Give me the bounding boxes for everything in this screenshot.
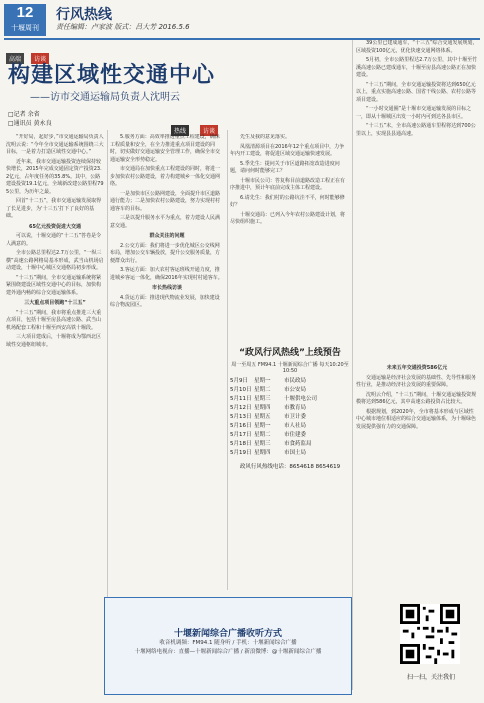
schedule-unit: 市公安局 — [284, 387, 307, 393]
paragraph: 回首“十二五”，我市交通运输发展取得了长足进步，为‘十三五’打下了良好的基础。 — [6, 198, 102, 219]
schedule-day: 星期四 — [254, 450, 271, 456]
paragraph: 4.货运方面：推进现代物流业发展，加快建设综合物流园区。 — [110, 294, 220, 308]
section-subhead: 群众关注的问题 — [149, 233, 185, 239]
paragraph: “十三五”期间，全市交通运输系统将紧紧围绕建设区域性交通中心的目标，加快构建外通内畅的综合交通运输体系。 — [6, 274, 102, 296]
tag-high: 高端 — [6, 53, 24, 64]
paragraph: 近年来，我市交通运输投资连续保持较快增长，2015年完成交通固定资产投资23.2亿元，占年度任务的35.8%。其中，公路建设投资19.1亿元，全域新改建公路里程795公里，为历年之最。 — [6, 158, 104, 195]
paragraph: 2.公交方面：我们将进一步优化城区公交线网布局，增加公交车辆投放，提升公交服务质量，方便群众出行。 — [110, 242, 221, 264]
qr-code-graphic — [400, 604, 460, 664]
schedule-unit: 十堰供电公司 — [284, 396, 318, 402]
byline-reporter: □记者 余省 — [8, 111, 40, 118]
interview-chip: 访谈 — [200, 125, 218, 136]
schedule-unit: 市人社局 — [284, 423, 307, 429]
article-column-3 — [230, 134, 348, 334]
page-number: 12 — [16, 4, 34, 21]
schedule-footer: 政风行风热线电话：8654618 8654619 — [239, 464, 341, 470]
schedule-title: “政风行风热线”上线预告 — [239, 348, 341, 358]
paragraph: 根据规划，到2020年，全市将基本形成与区域性中心城市地位相适应的综合交通运输体系，为十堰绿色发展提供强有力的交通保障。 — [356, 408, 477, 430]
schedule-row — [230, 395, 350, 404]
paragraph: 一是加快市区公路网建设，全面提升市区道路通行能力；二是加快农村公路建设，努力实现村村通客车的目标。 — [110, 190, 221, 212]
article-subhead: ——访市交通运输局负责人沈明云 — [30, 92, 180, 103]
schedule-row — [230, 449, 350, 458]
paragraph: 6.请先生：我们村的公路坑洼不平，何时能够修好？ — [230, 194, 345, 208]
paragraph: 交通运输是经济社会发展的基础性、先导性和服务性行业，是推动经济社会发展的重要保障。 — [356, 374, 477, 388]
article-headline: 构建区域性交通中心 — [8, 63, 216, 88]
article-bylines — [8, 110, 52, 128]
paragraph: 5月初，全市公路里程达2.7万公里，其中十堰至竹溪高速公路已建成通车，十堰至房县高速公路正在加快建设。 — [356, 57, 478, 78]
section-subhead: 市长热线访谈 — [151, 285, 182, 291]
section-subhead: 未来五年交通投资586亿元 — [386, 365, 448, 371]
schedule-unit: 市卫计委 — [284, 414, 307, 420]
schedule-date: 5月16日 — [230, 423, 252, 429]
paragraph: 市交通局在加快重点工程建设的同时，将进一步加快农村公路建设，着力构建城乡一体化交通网络。 — [110, 166, 221, 187]
schedule-date: 5月10日 — [230, 387, 252, 393]
paragraph: 三大项目建成后，十堰将成为鄂西北区域性交通枢纽城市。 — [6, 334, 102, 348]
schedule-day: 星期三 — [254, 396, 271, 402]
page-number-box — [4, 4, 46, 36]
schedule-unit: 市国土局 — [284, 450, 307, 456]
schedule-subtitle: 周一至周五 FM94.1 十堰新闻综合广播 每天10:20至10:50 — [231, 362, 349, 374]
schedule-date: 5月19日 — [230, 450, 252, 456]
paragraph: 三是以提升服务水平为重点，着力建设人民满意交通。 — [110, 215, 221, 229]
schedule-date: 5月12日 — [230, 405, 252, 411]
schedule-date: 5月18日 — [230, 441, 252, 447]
radio-ad-line: 收音机调频：FM94.1 随身听 / 手机：十堰新闻综合广播 — [159, 640, 297, 646]
column-divider — [352, 40, 353, 690]
schedule-unit: 市食药监局 — [284, 441, 312, 447]
schedule-date: 5月11日 — [230, 396, 252, 402]
schedule-day: 星期二 — [254, 387, 271, 393]
column-divider — [227, 130, 228, 590]
section-subhead: 三大重点项目领跑“十三五” — [24, 300, 86, 306]
schedule-row — [230, 377, 350, 386]
section-title: 行风热线 — [56, 6, 112, 22]
schedule-row — [230, 422, 350, 431]
radio-ad-title: 十堰新闻综合广播收听方式 — [173, 629, 282, 639]
paragraph: 十堰交通局：已列入今年农村公路建设计划，将尽快组织施工。 — [230, 211, 346, 225]
paragraph: 39公里已建成通车，“十三五”综合交通发展规划，区域投资100亿元，优化快速交通网络体系。 — [356, 40, 478, 54]
qr-caption: 扫一扫，关注我们 — [406, 674, 455, 681]
schedule-day: 星期二 — [254, 432, 271, 438]
page-header — [0, 0, 484, 38]
byline-correspondent: □通讯员 黄永良 — [8, 120, 52, 127]
paragraph: “一小时交通圈”是十堰市交通运输发展的目标之一，即从十堰城区出发一小时内可到达各县市区。 — [356, 106, 472, 120]
schedule-day: 星期一 — [254, 423, 271, 429]
paragraph: “十三五”期间，全市交通运输投资将达到650亿元以上，重点实施高速公路、国省干线公路、农村公路等项目建设。 — [356, 81, 477, 103]
paragraph: “开好局，起好步，”市交通运输局负责人沈明云说：“今年全市交通运输系统围绕三大目标，一是着力打造区域性交通中心。” — [6, 134, 104, 155]
paragraph: 3.客运方面：加大农村客运班线开通力度，推进城乡客运一体化，确保2016年实现村村通客车。 — [110, 267, 223, 281]
schedule-row — [230, 413, 350, 422]
schedule-unit: 市住建委 — [284, 432, 307, 438]
schedule-row — [230, 440, 350, 449]
tag-interview: 访谈 — [31, 53, 49, 64]
radio-ad-line: 十堰网络电视台：直播—十堰新闻综合广播 / 新浪微博：@十堰新闻综合广播 — [134, 649, 322, 655]
radio-ad-box — [104, 597, 352, 695]
paragraph: 十堰市民公司：答复称目前道路改造工程正在有序推进中，预计年底前完成主体工程建设。 — [230, 177, 346, 191]
schedule-day: 星期五 — [254, 414, 271, 420]
paragraph: 全市公路总里程达2.7万公里，“一纵三横”高速公路网格局基本形成，武当山机场启动建设，十堰中心城区交通格局初步形成。 — [6, 250, 104, 271]
schedule-unit: 市教育局 — [284, 405, 307, 411]
article-column-5 — [356, 362, 478, 584]
schedule-row — [230, 431, 350, 440]
paragraph: 可以说，十堰交通的“十二五”答卷是令人满意的。 — [6, 233, 102, 247]
schedule-day: 星期四 — [254, 405, 271, 411]
schedule-unit: 市民政局 — [284, 378, 307, 384]
section-subhead: 65亿元投资促进大交通 — [29, 223, 81, 230]
hotline-chip: 热线 — [171, 125, 189, 136]
schedule-row — [230, 404, 350, 413]
paragraph: 先生及我的意见落实。 — [240, 134, 291, 140]
paragraph: “十三五”末，全市高速公路通车里程将达到700公里以上，实现县县通高速。 — [356, 123, 476, 137]
paper-name: 十堰周刊 — [11, 24, 39, 32]
hotline-schedule — [230, 345, 350, 565]
article-column-1 — [6, 134, 104, 634]
paragraph: 凤凰清源项目在2016年12个重点项目中，力争年内开工建设，将促进区域交通运输快速发展。 — [230, 143, 345, 157]
schedule-day: 星期三 — [254, 441, 271, 447]
schedule-day: 星期一 — [254, 378, 271, 384]
paragraph: 沈明云介绍，“十三五”期间，十堰交通运输投资规模将达到586亿元，其中高速公路投资占比较大。 — [356, 391, 477, 405]
schedule-date: 5月13日 — [230, 414, 252, 420]
article-column-2 — [110, 134, 224, 632]
qr-code-icon[interactable] — [400, 604, 460, 664]
paragraph: 5.服务方面：高效率推进重点工程建设，确保工程质量和安全，在全力推进重点项目建设的同时，切实做好交通运输安全管理工作，确保全市交通运输安全形势稳定。 — [110, 134, 221, 163]
paragraph: “十三五”期间，我市将重点推进三大重点项目，包括十堰至房县高速公路、武当山机场配套工程和十堰至西安高铁十堰段。 — [6, 309, 102, 331]
editor-credits: 责任编辑：卢家波 版式：吕大芳 2016.5.6 — [56, 23, 190, 31]
article-column-4 — [356, 40, 478, 352]
schedule-row — [230, 386, 350, 395]
paragraph: 5.季先生：提问关于市区道路拓宽改造进度问题，请问何时能够完工？ — [230, 160, 340, 174]
schedule-date: 5月17日 — [230, 432, 252, 438]
schedule-date: 5月9日 — [230, 378, 248, 384]
